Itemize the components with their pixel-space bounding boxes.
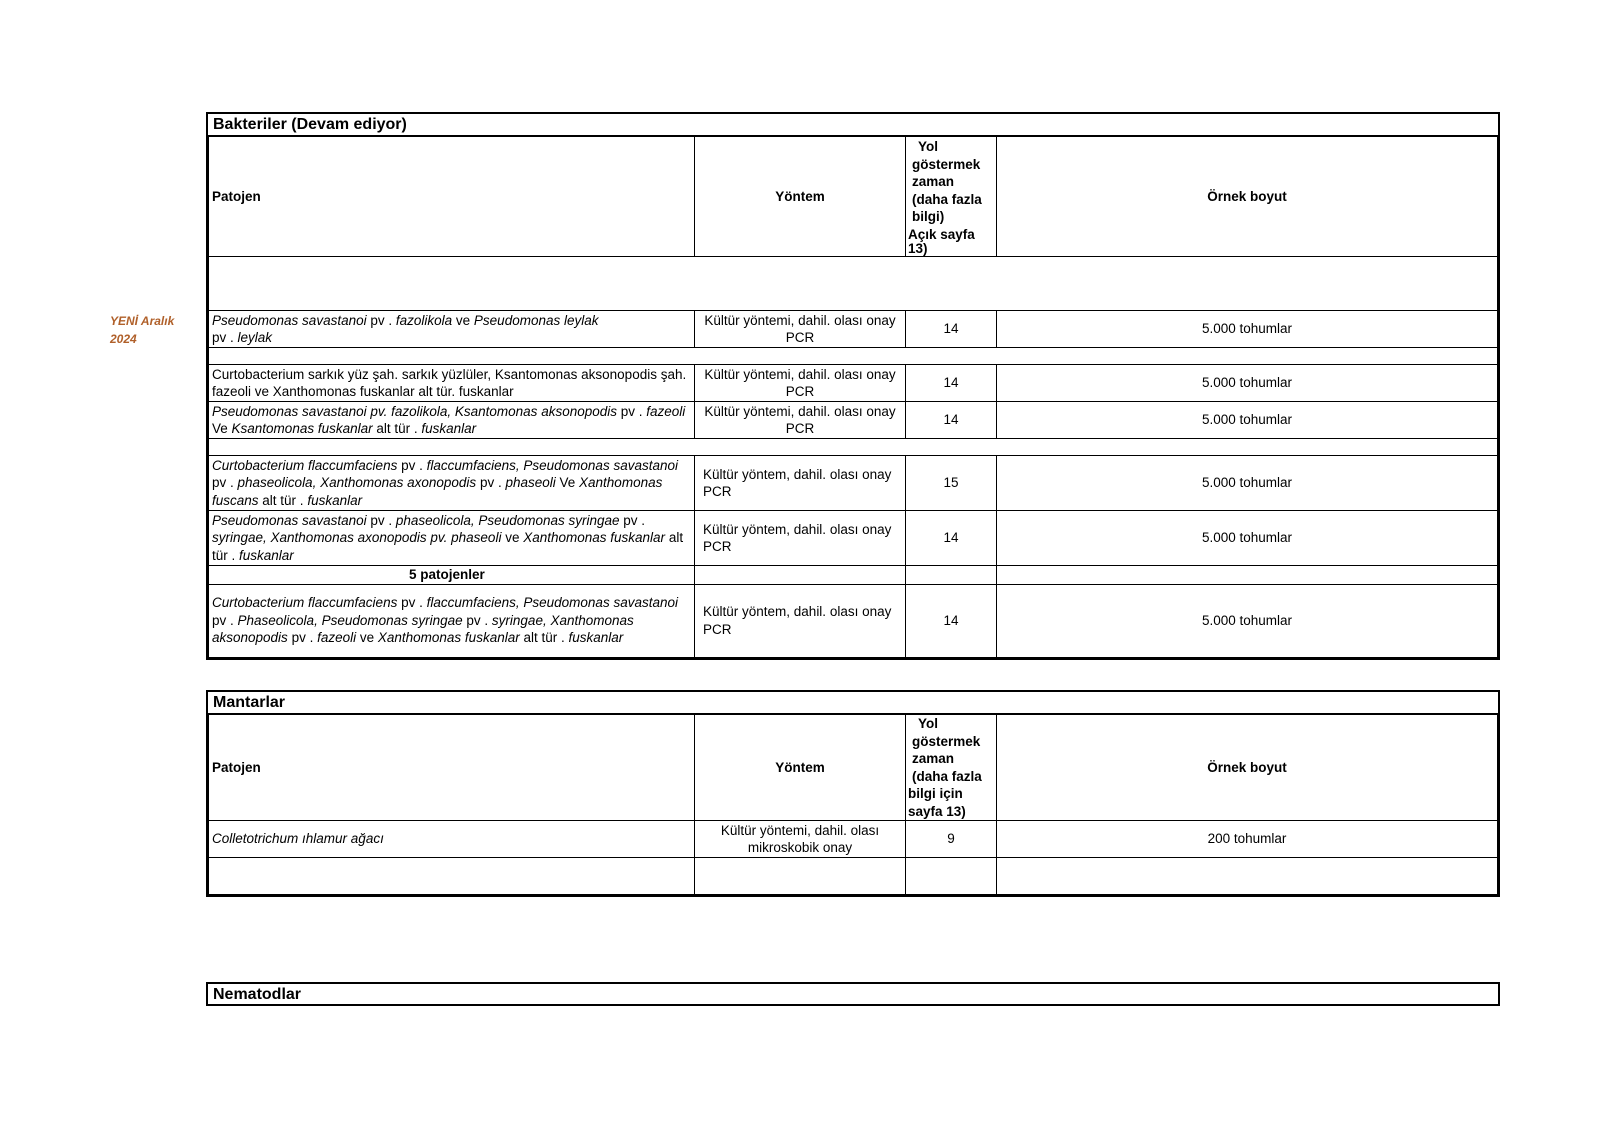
bacteria-table (208, 136, 1498, 658)
sample-cell: 5.000 tohumlar (997, 311, 1498, 348)
days-cell: 14 (906, 311, 997, 348)
empty-row (209, 858, 1498, 895)
header-sample: Örnek boyut (997, 715, 1498, 821)
blank-row (209, 257, 1498, 311)
table-row (209, 584, 1498, 657)
nematodes-title: Nematodlar (213, 986, 302, 1003)
pathogen-cell: Colletotrichum ıhlamur ağacı (209, 821, 695, 858)
pathogen-cell: Curtobacterium flaccumfaciens pv . flaccumfaciens, Pseudomonas savastanoi pv . phaseolicola, Xanthomonas axonopodis pv . phaseoli Ve Xanthomonas fuscans alt tür . fuskanlar (209, 456, 695, 511)
nematodes-section (206, 982, 1500, 1006)
pathogen-cell: Pseudomonas savastanoi pv. fazolikola, Ksantomonas aksonopodis pv . fazeoli Ve Ksantomonas fuskanlar alt tür . fuskanlar (209, 402, 695, 439)
sample-cell: 5.000 tohumlar (997, 511, 1498, 566)
table-row (209, 311, 1498, 348)
table-row (209, 402, 1498, 439)
pathogen-cell: Pseudomonas savastanoi pv . phaseolicola, Pseudomonas syringae pv . syringae, Xanthomonas axonopodis pv. phaseoli ve Xanthomonas fuskanlar alt tür . fuskanlar (209, 511, 695, 566)
bacteria-section (206, 112, 1500, 660)
method-cell: Kültür yöntemi, dahil. olası mikroskobik onay (695, 821, 906, 858)
header-sample: Örnek boyut (997, 137, 1498, 257)
header-pathogen: Patojen (209, 715, 695, 821)
method-cell: Kültür yöntemi, dahil. olası onay PCR (695, 402, 906, 439)
days-cell: 15 (906, 456, 997, 511)
days-cell: 14 (906, 511, 997, 566)
header-pathogen: Patojen (209, 137, 695, 257)
fungi-section (206, 690, 1500, 897)
sample-cell: 5.000 tohumlar (997, 365, 1498, 402)
gap-row (209, 439, 1498, 456)
margin-note (110, 312, 200, 348)
pathogen-cell: Curtobacterium flaccumfaciens pv . flaccumfaciens, Pseudomonas savastanoi pv . Phaseolicola, Pseudomonas syringae pv . syringae, Xanthomonas aksonopodis pv . fazeoli ve Xanthomonas fuskanlar alt tür . fuskanlar (209, 584, 695, 657)
sample-cell: 5.000 tohumlar (997, 584, 1498, 657)
method-cell: Kültür yöntem, dahil. olası onay PCR (695, 456, 906, 511)
table-row (209, 821, 1498, 858)
header-yol: Yol göstermek zaman (daha fazla bilgi) Açık sayfa 13) (906, 137, 997, 257)
table-row (209, 511, 1498, 566)
sample-cell: 200 tohumlar (997, 821, 1498, 858)
gap-row (209, 348, 1498, 365)
fungi-header-row (209, 715, 1498, 821)
days-cell: 14 (906, 402, 997, 439)
bacteria-header-row (209, 137, 1498, 257)
header-yol: Yol göstermek zaman (daha fazla bilgi için sayfa 13) (906, 715, 997, 821)
days-cell: 9 (906, 821, 997, 858)
margin-note-line2: 2024 (110, 332, 137, 346)
header-method: Yöntem (695, 137, 906, 257)
method-cell: Kültür yöntemi, dahil. olası onay PCR (695, 311, 906, 348)
days-cell: 14 (906, 584, 997, 657)
group-label: 5 patojenler (209, 566, 695, 585)
pathogen-cell: Curtobacterium sarkık yüz şah. sarkık yüzlüler, Ksantomonas aksonopodis şah. fazeoli ve Xanthomonas fuskanlar alt tür. fuskanlar (209, 365, 695, 402)
header-method: Yöntem (695, 715, 906, 821)
method-cell: Kültür yöntemi, dahil. olası onay PCR (695, 365, 906, 402)
method-cell: Kültür yöntem, dahil. olası onay PCR (695, 584, 906, 657)
fungi-title: Mantarlar (208, 692, 1498, 714)
table-row (209, 365, 1498, 402)
method-cell: Kültür yöntem, dahil. olası onay PCR (695, 511, 906, 566)
days-cell: 14 (906, 365, 997, 402)
group-label-row (209, 566, 1498, 585)
pathogen-cell: Pseudomonas savastanoi pv . fazolikola ve Pseudomonas leylak pv . leylak (209, 311, 695, 348)
sample-cell: 5.000 tohumlar (997, 402, 1498, 439)
margin-note-line1: YENİ Aralık (110, 314, 175, 328)
sample-cell: 5.000 tohumlar (997, 456, 1498, 511)
bacteria-title: Bakteriler (Devam ediyor) (208, 114, 1498, 136)
table-row (209, 456, 1498, 511)
fungi-table (208, 714, 1498, 895)
